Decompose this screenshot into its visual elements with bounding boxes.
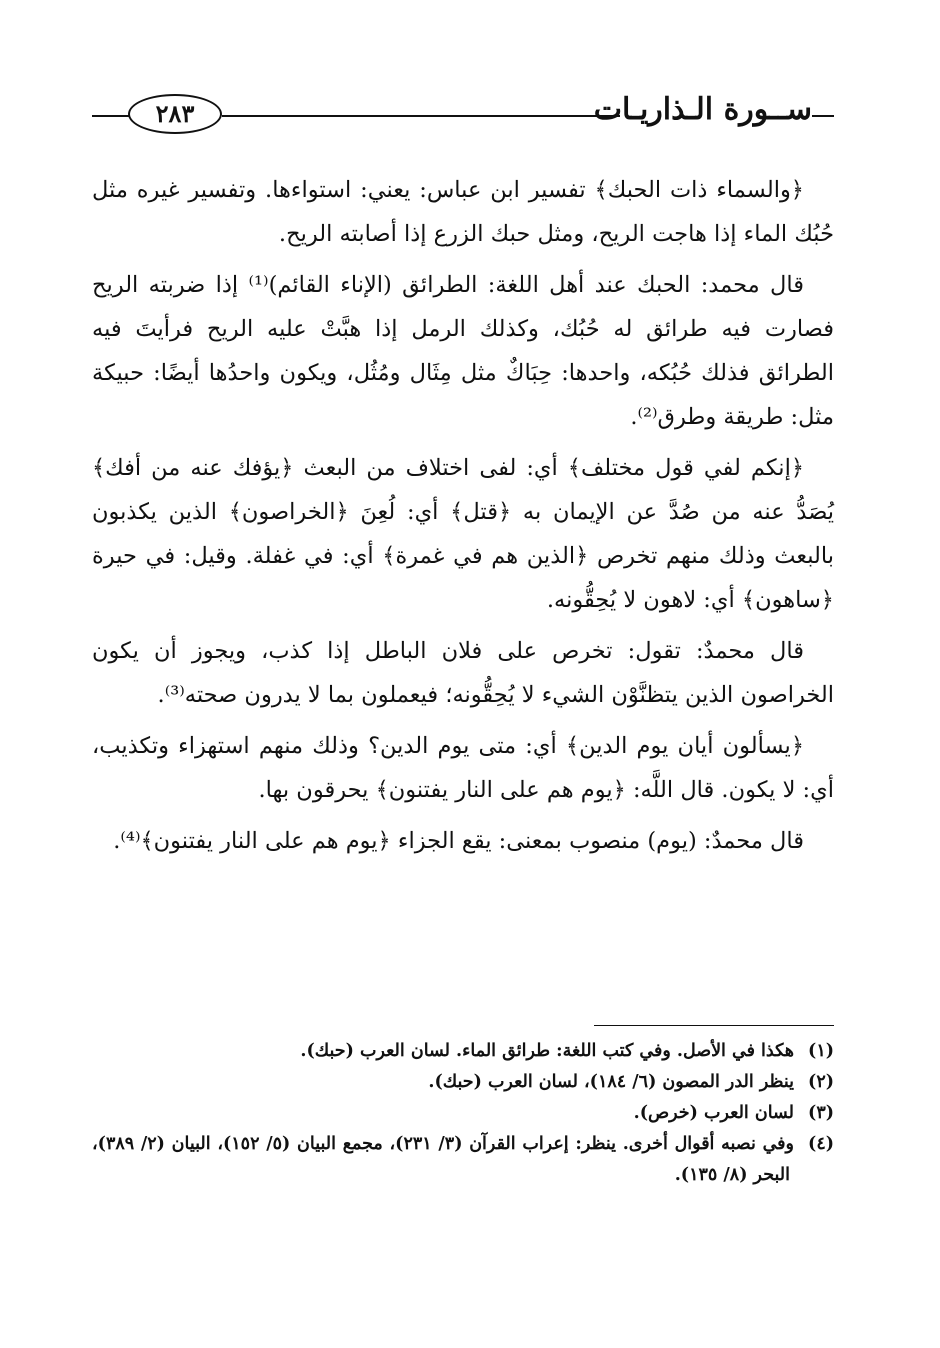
footnote-text: ينظر الدر المصون (٦/ ١٨٤)، لسان العرب (حبك). [428, 1072, 794, 1092]
footnote [92, 1098, 834, 1129]
footnote [92, 1067, 834, 1098]
footnote-separator [594, 1025, 834, 1026]
footnote-text: وفي نصبه أقوال أخرى. ينظر: إعراب القرآن (٣/ ٢٣١)، مجمع البيان (٥/ ١٥٢)، البيان (٢/ ٣٨٩)، البحر (٨/ ١٣٥). [92, 1134, 794, 1185]
main-text [92, 168, 834, 870]
footnote-number: (٣) [808, 1103, 834, 1123]
footnote-number: (١) [808, 1041, 834, 1061]
paragraph: قال محمدٌ: (يوم) منصوب بمعنى: يقع الجزاء ﴿يوم هم على النار يفتنون﴾⁽⁴⁾. [113, 828, 804, 854]
footnote [92, 1129, 834, 1191]
footnote-text: لسان العرب (خرص). [633, 1103, 794, 1123]
header-rule-right [812, 115, 834, 117]
paragraph: ﴿يسألون أيان يوم الدين﴾ أي: متى يوم الدين؟ وذلك منهم استهزاء وتكذيب، أي: لا يكون. قال اللَّه: ﴿يوم هم على النار يفتنون﴾ يحرقون بها. [92, 733, 834, 803]
page-header [92, 82, 834, 142]
footnotes [92, 1036, 834, 1191]
footnote-number: (٤) [808, 1134, 834, 1154]
footnote-text: هكذا في الأصل. وفي كتب اللغة: طرائق الماء. لسان العرب (حبك). [300, 1041, 794, 1061]
paragraph: قال محمدٌ: تقول: تخرص على فلان الباطل إذا كذب، ويجوز أن يكون الخراصون الذين يتظنَّوْن الشيء لا يُحِقُّونه؛ فيعملون بما لا يدرون صحته⁽³⁾. [92, 638, 834, 708]
header-rule-middle [222, 115, 620, 117]
paragraph: قال محمد: الحبك عند أهل اللغة: الطرائق (الإناء القائم)⁽¹⁾ إذا ضربته الريح فصارت فيه طرائق له حُبُك، وكذلك الرمل إذا هبَّتْ عليه الريح فرأيتَ فيه الطرائق فذلك حُبُكه، واحدها: حِبَاكٌ مثل مِثَال ومُثُل، ويكون واحدُها أيضًا: حبيكة مثل: طريقة وطرق⁽²⁾. [92, 272, 834, 430]
footnote-number: (٢) [808, 1072, 834, 1092]
footnote [92, 1036, 834, 1067]
paragraph: ﴿والسماء ذات الحبك﴾ تفسير ابن عباس: يعني: استواءها. وتفسير غيره مثل حُبُك الماء إذا هاجت الريح، ومثل حبك الزرع إذا أصابته الريح. [92, 177, 834, 247]
header-rule-left [92, 115, 130, 117]
page-number: ٢٨٣ [128, 94, 222, 134]
surah-title: ســورة الـذاريـات [593, 92, 812, 127]
paragraph: ﴿إنكم لفي قول مختلف﴾ أي: لفى اختلاف من البعث ﴿يؤفك عنه من أفك﴾ يُصَدُّ عنه من صُدَّ عن الإيمان به ﴿قتل﴾ أي: لُعِنَ ﴿الخراصون﴾ الذين يكذبون بالبعث وذلك منهم تخرص ﴿الذين هم في غمرة﴾ أي: في غفلة. وقيل: في حيرة ﴿ساهون﴾ أي: لاهون لا يُحِقُّونه. [92, 455, 834, 613]
